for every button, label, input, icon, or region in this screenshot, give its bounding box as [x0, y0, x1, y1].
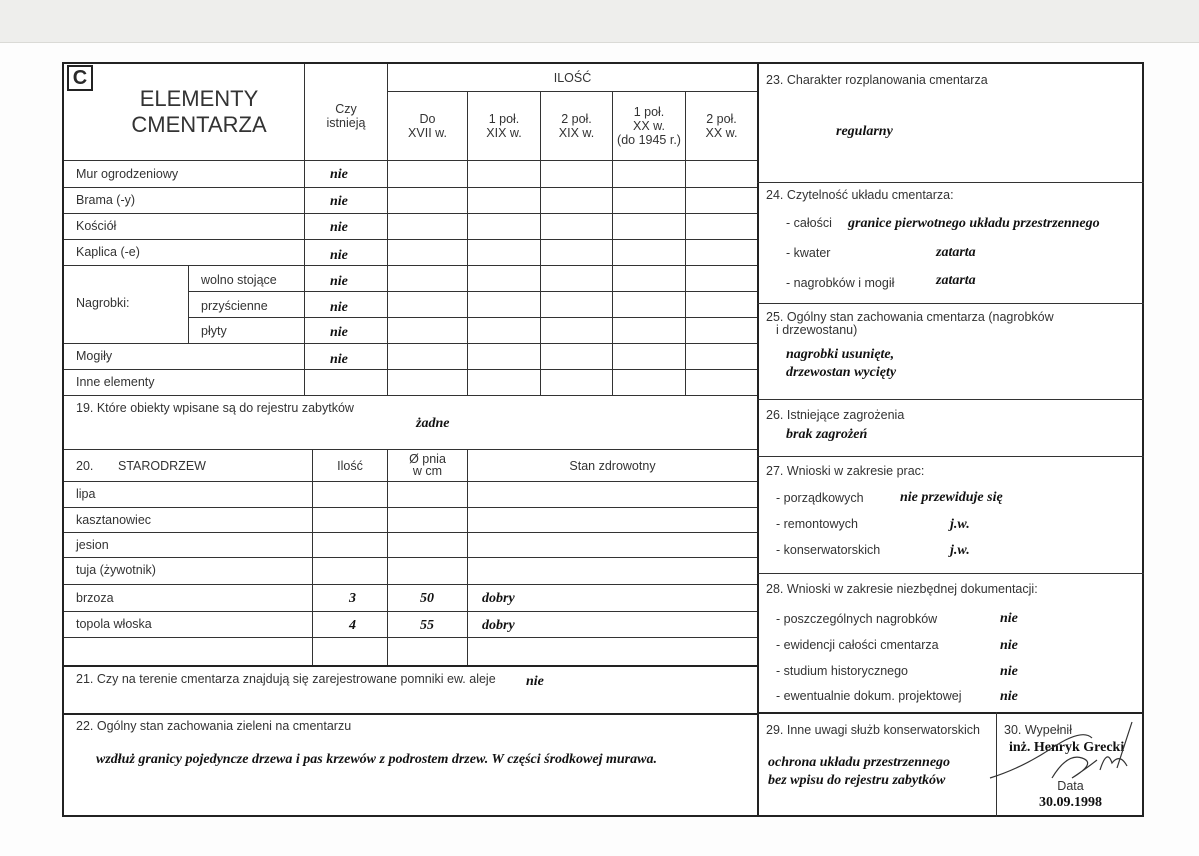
section-letter-box: C: [67, 65, 93, 91]
period-header: 2 poł. XX w.: [705, 112, 738, 140]
tree-name: brzoza: [76, 591, 114, 605]
q20-title: STARODRZEW: [118, 459, 206, 473]
ilosc-header: ILOŚĆ: [553, 71, 592, 85]
tree-name: topola włoska: [76, 617, 152, 631]
q27-item-value: j.w.: [950, 543, 970, 558]
q25-value: nagrobki usunięte, drzewostan wycięty: [786, 347, 897, 380]
q27-item-label: - porządkowych: [776, 491, 864, 505]
period-header: 1 poł. XX w. (do 1945 r.): [617, 105, 681, 147]
q28-item-value: nie: [1000, 664, 1018, 679]
q28-label: 28. Wnioski w zakresie niezbędnej dokumentacji:: [766, 582, 1038, 596]
q21-value: nie: [526, 674, 544, 689]
tree-stan: dobry: [482, 591, 515, 606]
main-vertical-divider: [757, 64, 759, 817]
element-row-label: Mogiły: [76, 349, 113, 363]
tree-name: tuja (żywotnik): [76, 563, 156, 577]
q24-item-label: - kwater: [786, 246, 831, 260]
q21-label: 21. Czy na terenie cmentarza znajdują się zarejestrowane pomniki ew. aleje: [76, 672, 496, 686]
elements-title: ELEMENTY CMENTARZA: [131, 86, 267, 137]
q23-value: regularny: [836, 124, 893, 139]
tree-name: lipa: [76, 487, 96, 501]
q28-item-value: nie: [1000, 611, 1018, 626]
q26-label: 26. Istniejące zagrożenia: [766, 408, 905, 422]
q24-item-value: granice pierwotnego układu przestrzennego: [848, 216, 1100, 231]
q30-date: 30.09.1998: [1039, 795, 1102, 810]
element-row-label: Kaplica (-e): [76, 245, 140, 259]
q26-value: brak zagrożeń: [786, 427, 868, 442]
element-row-label: przyścienne: [201, 299, 268, 313]
element-row-value: nie: [330, 325, 348, 340]
q28-item-label: - ewidencji całości cmentarza: [776, 638, 939, 652]
q20-col-stan: Stan zdrowotny: [569, 459, 656, 473]
nagrobki-label: Nagrobki:: [76, 296, 130, 310]
q27-item-label: - remontowych: [776, 517, 858, 531]
q28-item-label: - ewentualnie dokum. projektowej: [776, 689, 962, 703]
period-header: 2 poł. XIX w.: [558, 112, 595, 140]
q28-item-value: nie: [1000, 689, 1018, 704]
q30-label: 30. Wypełnił: [1004, 723, 1072, 737]
q20-number: 20.: [76, 459, 94, 473]
tree-pnia: 50: [420, 591, 434, 606]
q20-col-ilosc: Ilość: [337, 459, 363, 473]
q23-label: 23. Charakter rozplanowania cmentarza: [766, 73, 988, 87]
q24-item-label: - nagrobków i mogił: [786, 276, 895, 290]
period-header: Do XVII w.: [408, 112, 447, 140]
element-row-value: nie: [330, 167, 348, 182]
element-row-label: Inne elementy: [76, 375, 155, 389]
q24-item-label: - całości: [786, 216, 832, 230]
handwritten-signature: [982, 708, 1142, 788]
q22-label: 22. Ogólny stan zachowania zieleni na cmentarzu: [76, 719, 352, 733]
scan-top-band: [0, 0, 1199, 43]
form-sheet: [62, 62, 1144, 817]
tree-stan: dobry: [482, 618, 515, 633]
element-row-value: nie: [330, 248, 348, 263]
q27-item-value: nie przewiduje się: [900, 490, 1003, 505]
q24-item-value: zatarta: [936, 245, 976, 260]
czy-istnieja-header: Czy istnieją: [326, 102, 366, 130]
element-row-label: Brama (-y): [76, 193, 136, 207]
tree-name: jesion: [76, 538, 109, 552]
element-row-value: nie: [330, 352, 348, 367]
q27-item-value: j.w.: [950, 517, 970, 532]
q24-item-value: zatarta: [936, 273, 976, 288]
element-row-value: nie: [330, 274, 348, 289]
q30-date-label: Data: [1057, 779, 1084, 793]
tree-ilosc: 4: [349, 618, 356, 633]
tree-pnia: 55: [420, 618, 434, 633]
tree-ilosc: 3: [349, 591, 356, 606]
element-row-value: nie: [330, 220, 348, 235]
q28-item-label: - poszczególnych nagrobków: [776, 612, 938, 626]
q20-col-pnia: Ø pnia w cm: [409, 452, 446, 478]
element-row-label: Mur ogrodzeniowy: [76, 167, 179, 181]
tree-name: kasztanowiec: [76, 513, 152, 527]
period-header: 1 poł. XIX w.: [486, 112, 522, 140]
element-row-value: nie: [330, 300, 348, 315]
q22-value: wzdłuż granicy pojedyncze drzewa i pas krzewów z podrostem drzew. W części środkowej murawa.: [96, 752, 657, 767]
q27-item-label: - konserwatorskich: [776, 543, 881, 557]
q29-label: 29. Inne uwagi służb konserwatorskich: [766, 723, 981, 737]
q27-label: 27. Wnioski w zakresie prac:: [766, 464, 925, 478]
q19-label: 19. Które obiekty wpisane są do rejestru zabytków: [76, 401, 354, 415]
q30-name: inż. Henryk Grecki: [1009, 740, 1125, 755]
element-row-label: wolno stojące: [201, 273, 277, 287]
q24-label: 24. Czytelność układu cmentarza:: [766, 188, 954, 202]
q19-value: żadne: [416, 416, 450, 431]
q29-value: ochrona układu przestrzennego bez wpisu do rejestru zabytków: [768, 755, 951, 788]
element-row-label: Kościół: [76, 219, 117, 233]
q28-item-label: - studium historycznego: [776, 664, 909, 678]
q25-label: 25. Ogólny stan zachowania cmentarza (nagrobków i drzewostanu): [766, 310, 1054, 337]
element-row-value: nie: [330, 194, 348, 209]
element-row-label: płyty: [201, 324, 227, 338]
q28-item-value: nie: [1000, 638, 1018, 653]
